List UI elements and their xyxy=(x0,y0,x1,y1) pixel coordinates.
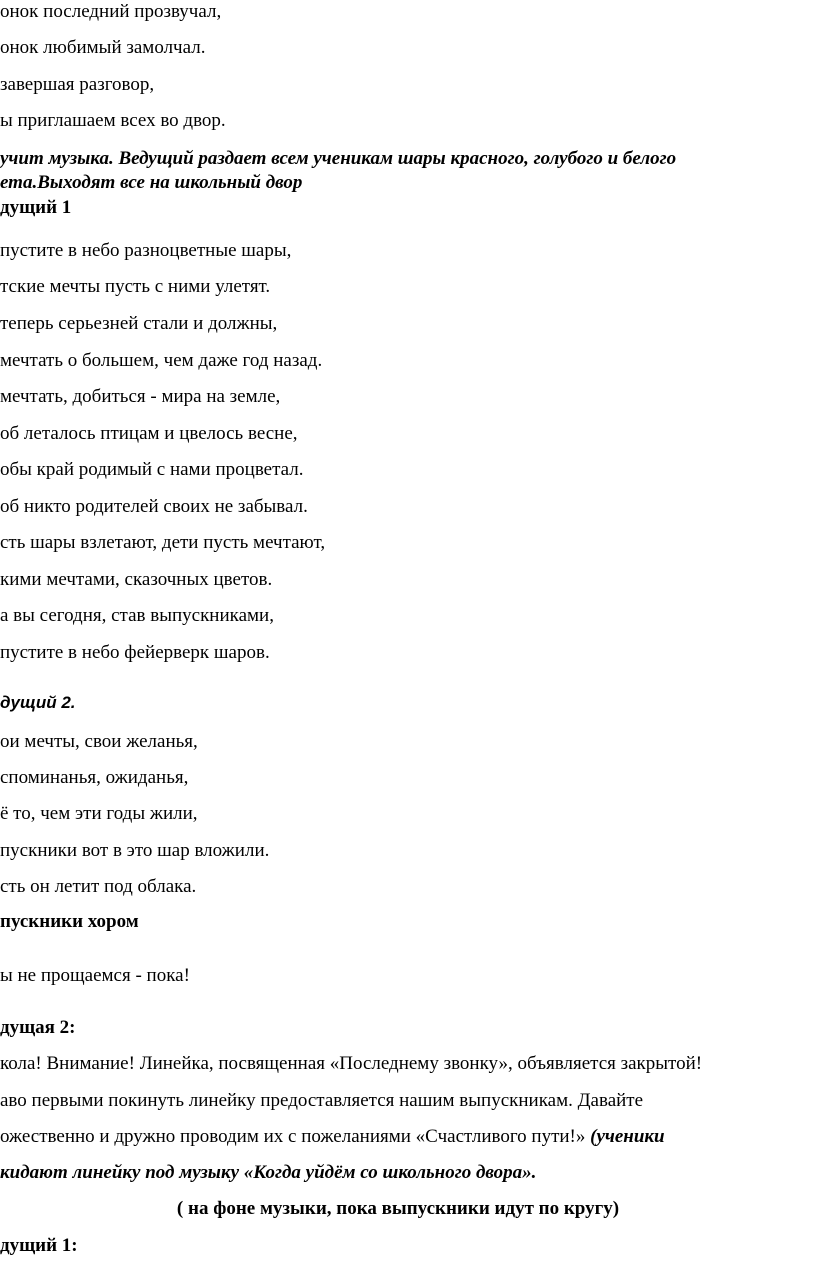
poem-line: тские мечты пусть с ними улетят. xyxy=(0,276,271,297)
poem-line: обы край родимый с нами процветал. xyxy=(0,459,304,480)
poem-line: сть он летит под облака. xyxy=(0,876,197,897)
poem-line: теперь серьезней стали и должны, xyxy=(0,313,278,334)
speaker-label: дущий 1 xyxy=(0,197,72,218)
poem-line: пускники вот в это шар вложили. xyxy=(0,840,270,861)
speaker-label: пускники хором xyxy=(0,911,139,932)
poem-line: кими мечтами, сказочных цветов. xyxy=(0,569,273,590)
poem-line: ё то, чем эти годы жили, xyxy=(0,803,198,824)
poem-line: об никто родителей своих не забывал. xyxy=(0,496,308,517)
poem-line: ои мечты, свои желанья, xyxy=(0,731,198,752)
paragraph-line: аво первыми покинуть линейку предоставляется нашим выпускникам. Давайте xyxy=(0,1090,644,1111)
speaker-label: дущий 1: xyxy=(0,1235,78,1256)
speaker-label: дущая 2: xyxy=(0,1017,76,1038)
poem-line: онок любимый замолчал. xyxy=(0,37,206,58)
poem-line: об леталось птицам и цвелось весне, xyxy=(0,423,298,444)
poem-line: ы не прощаемся - пока! xyxy=(0,965,190,986)
stage-direction-centered: ( на фоне музыки, пока выпускники идут по кругу) xyxy=(176,1198,620,1219)
poem-line: пустите в небо фейерверк шаров. xyxy=(0,642,270,663)
poem-line: мечтать о большем, чем даже год назад. xyxy=(0,350,323,371)
speaker-label: дущий 2. xyxy=(0,693,76,712)
paragraph-line: кола! Внимание! Линейка, посвященная «Последнему звонку», объявляется закрытой! xyxy=(0,1053,703,1074)
poem-line: завершая разговор, xyxy=(0,74,155,95)
paragraph-line xyxy=(0,1126,665,1148)
stage-direction-inline: (ученики xyxy=(590,1126,665,1147)
paragraph-text: ожественно и дружно проводим их с пожеланиями «Счастливого пути!» xyxy=(0,1126,586,1147)
poem-line: споминанья, ожиданья, xyxy=(0,767,189,788)
poem-line: мечтать, добиться - мира на земле, xyxy=(0,386,281,407)
poem-line: а вы сегодня, став выпускниками, xyxy=(0,605,274,626)
stage-direction: кидают линейку под музыку «Когда уйдём со школьного двора». xyxy=(0,1162,537,1183)
poem-line: сть шары взлетают, дети пусть мечтают, xyxy=(0,532,326,553)
poem-line: ы приглашаем всех во двор. xyxy=(0,110,226,131)
stage-direction: ета.Выходят все на школьный двор xyxy=(0,172,303,193)
poem-line: онок последний прозвучал, xyxy=(0,1,222,22)
poem-line: пустите в небо разноцветные шары, xyxy=(0,240,292,261)
stage-direction: учит музыка. Ведущий раздает всем ученикам шары красного, голубого и белого xyxy=(0,148,677,169)
